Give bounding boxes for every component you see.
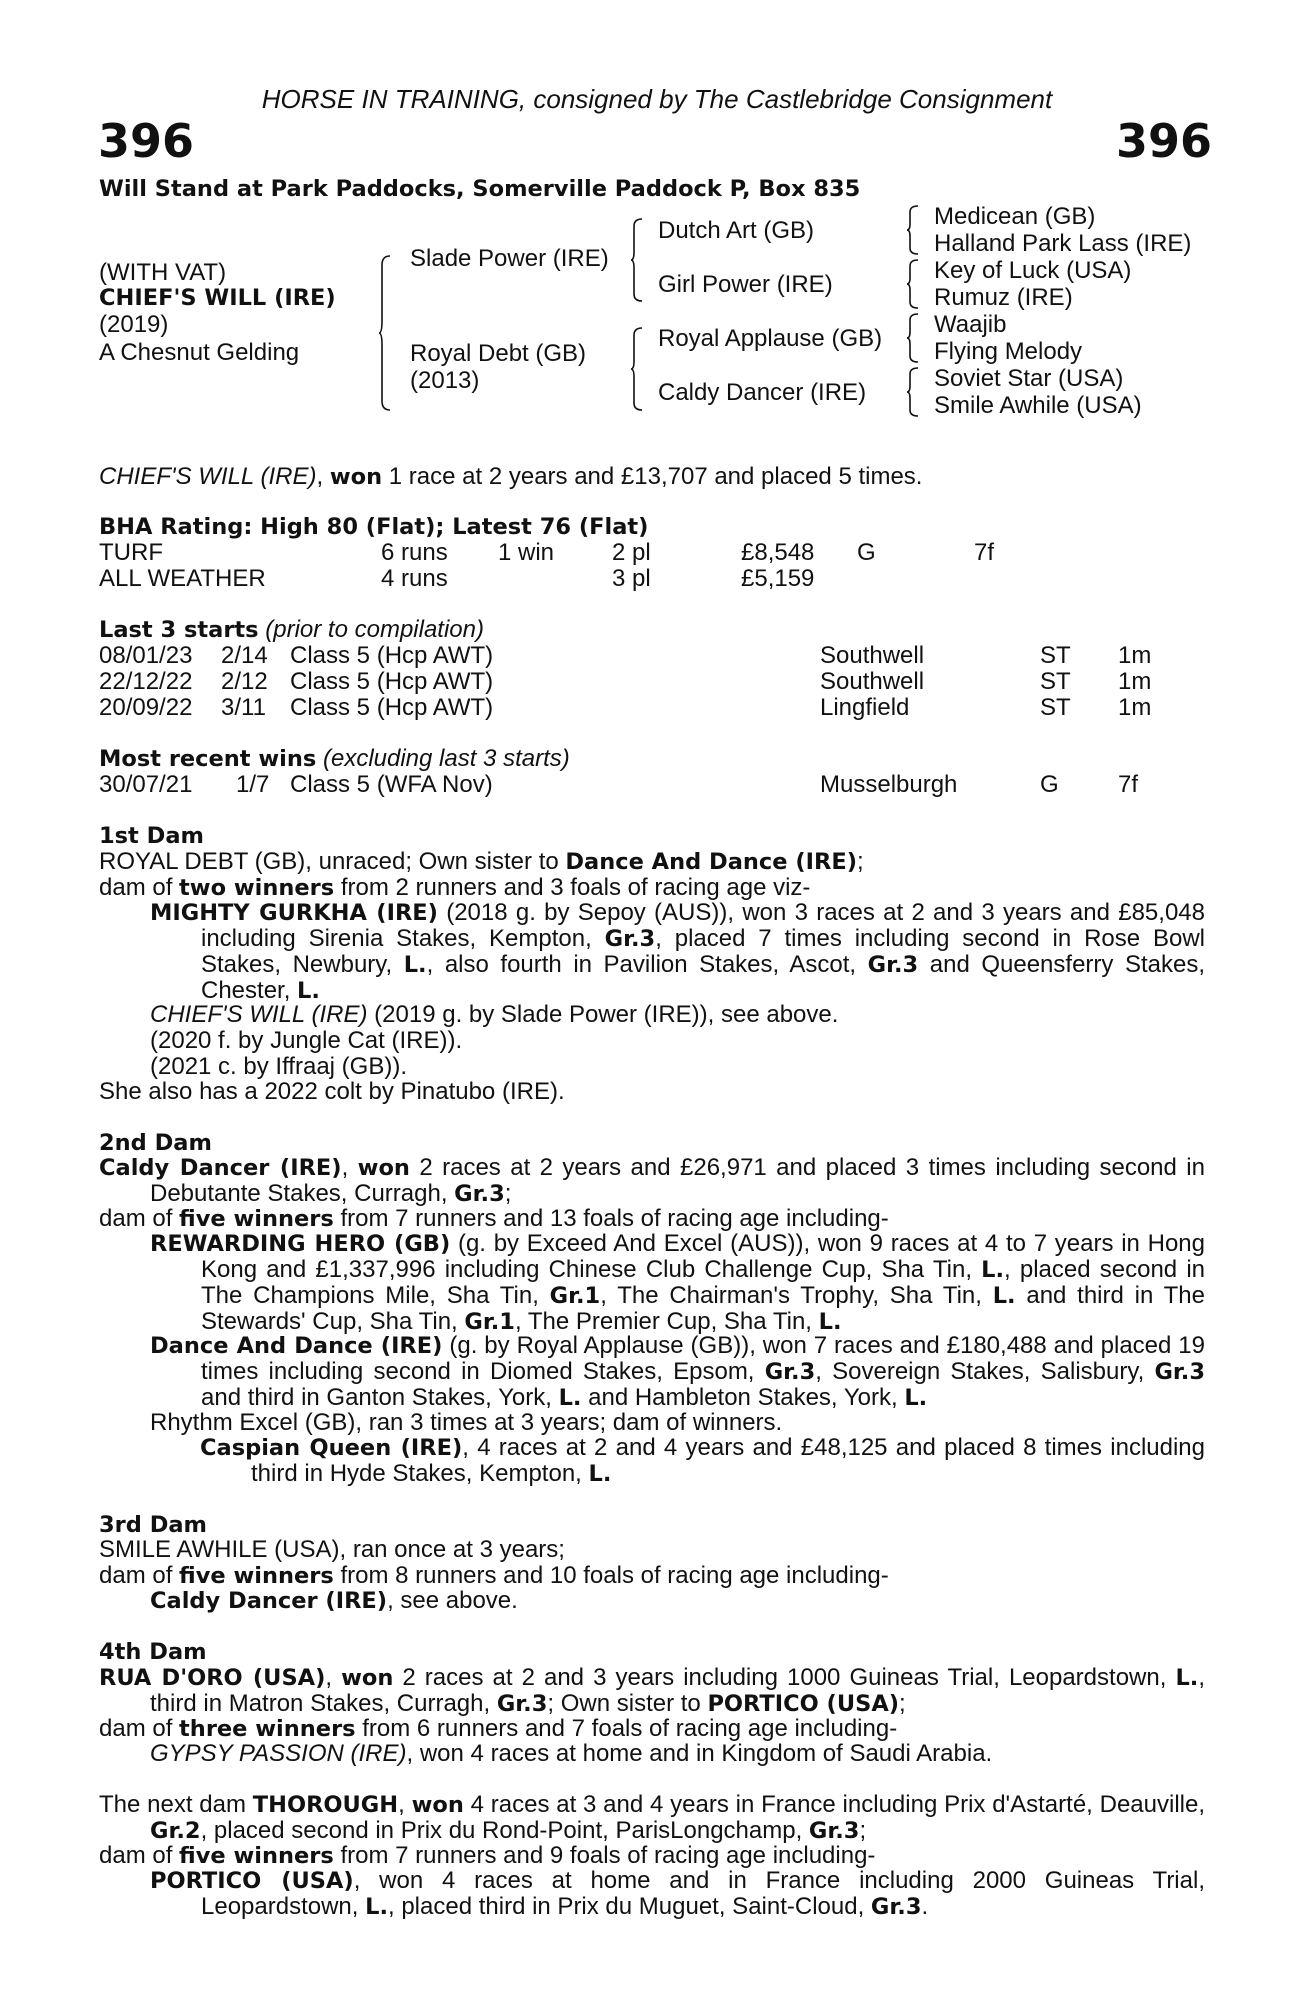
dam-entry: The next dam THOROUGH, won 4 races at 3 and 4 years in France including Prix d'Astarté, Deauville, Gr.2, placed second in Prix du Rond-Point, ParisLongchamp, Gr.3; (99, 1791, 1206, 1844)
lot-number-right: 396 (1116, 114, 1213, 168)
dam1-line: ROYAL DEBT (GB), unraced; Own sister to Dance And Dance (IRE); (99, 848, 864, 875)
start-race: Class 5 (Hcp AWT) (290, 668, 494, 695)
turf-distance: 7f (974, 539, 995, 566)
dam3-line: dam of five winners from 8 runners and 10 foals of racing age including- (99, 1562, 889, 1589)
win-date: 30/07/21 (99, 771, 193, 798)
start-race: Class 5 (Hcp AWT) (290, 642, 494, 669)
pedigree-ddd: Smile Awhile (USA) (934, 392, 1142, 419)
produce-entry: Caspian Queen (IRE), 4 races at 2 and 4 years and £48,125 and placed 8 times including third in Hyde Stakes, Kempton, L. (200, 1434, 1206, 1487)
produce-entry: Caldy Dancer (IRE), see above. (150, 1587, 518, 1614)
pedigree-brace (906, 205, 920, 255)
start-distance: 1m (1118, 642, 1152, 669)
start-course: Southwell (820, 668, 925, 695)
win-race: Class 5 (WFA Nov) (290, 771, 493, 798)
lot-number-left: 396 (98, 114, 195, 168)
win-course: Musselburgh (820, 771, 958, 798)
pedigree-dam-year: (2013) (410, 367, 480, 394)
produce-entry: REWARDING HERO (GB) (g. by Exceed And Excel (AUS)), won 9 races at 4 to 7 years in Hong Kong and £1,337,996 including Chinese Club Challenge Cup, Sha Tin, L., placed second in The Champions Mile, Sha Tin, Gr.1, The Chairman's Trophy, Sha Tin, L. and third in The Stewards' Cup, Sha Tin, Gr.1, The Premier Cup, Sha Tin, L. (150, 1230, 1206, 1335)
start-distance: 1m (1118, 668, 1152, 695)
horse-year: (2019) (99, 311, 169, 338)
produce-entry: Dance And Dance (IRE) (g. by Royal Applause (GB)), won 7 races and £180,488 and placed 19 times including second in Diomed Stakes, Epsom, Gr.3, Sovereign Stakes, Salisbury, Gr.3 and third in Ganton Stakes, York, L. and Hambleton Stakes, York, L. (150, 1332, 1206, 1411)
produce-entry: (2020 f. by Jungle Cat (IRE)). (150, 1027, 463, 1054)
start-date: 08/01/23 (99, 642, 193, 669)
start-race: Class 5 (Hcp AWT) (290, 694, 494, 721)
produce-entry: Rhythm Excel (GB), ran 3 times at 3 years; dam of winners. (150, 1409, 783, 1436)
pedigree-ssd: Halland Park Lass (IRE) (934, 230, 1192, 257)
dam3-heading: 3rd Dam (99, 1512, 207, 1538)
aw-label: ALL WEATHER (99, 565, 266, 592)
start-position: 2/12 (221, 668, 268, 695)
start-going: ST (1040, 642, 1071, 669)
pedigree-brace (906, 367, 920, 417)
stand-location: Will Stand at Park Paddocks, Somerville Paddock P, Box 835 (99, 176, 861, 202)
pedigree-dss: Waajib (934, 311, 1007, 338)
produce-entry: (2021 c. by Iffraaj (GB)). (150, 1053, 407, 1080)
start-date: 20/09/22 (99, 694, 193, 721)
dam2-heading: 2nd Dam (99, 1130, 212, 1156)
nextdam-line: dam of five winners from 7 runners and 9 foals of racing age including- (99, 1842, 876, 1869)
consignment-header: HORSE IN TRAINING, consigned by The Castlebridge Consignment (261, 84, 1053, 114)
start-going: ST (1040, 694, 1071, 721)
race-summary: CHIEF'S WILL (IRE), won 1 race at 2 years and £13,707 and placed 5 times. (99, 463, 923, 490)
dam-entry: RUA D'ORO (USA), won 2 races at 2 and 3 years including 1000 Guineas Trial, Leopardstown, L., third in Matron Stakes, Curragh, Gr.3; Own sister to PORTICO (USA); (99, 1664, 1205, 1717)
pedigree-brace (906, 259, 920, 309)
pedigree-sss: Medicean (GB) (934, 203, 1096, 230)
pedigree-dam-sire: Royal Applause (GB) (658, 325, 883, 352)
pedigree-dsd: Flying Melody (934, 338, 1083, 365)
dam4-line: dam of three winners from 6 runners and 7 foals of racing age including- (99, 1715, 898, 1742)
start-position: 3/11 (221, 694, 266, 721)
pedigree-brace (378, 255, 392, 411)
produce-entry: PORTICO (USA), won 4 races at home and in France including 2000 Guineas Trial, Leopardstown, L., placed third in Prix du Muguet, Saint-Cloud, Gr.3. (150, 1867, 1205, 1920)
pedigree-sire-sire: Dutch Art (GB) (658, 217, 815, 244)
dam1-line: dam of two winners from 2 runners and 3 foals of racing age viz- (99, 874, 811, 901)
turf-wins: 1 win (498, 539, 555, 566)
pedigree-dds: Soviet Star (USA) (934, 365, 1124, 392)
aw-placed: 3 pl (612, 565, 651, 592)
aw-prize: £5,159 (741, 565, 815, 592)
pedigree-dam: Royal Debt (GB) (410, 340, 587, 367)
dam2-line: dam of five winners from 7 runners and 13 foals of racing age including- (99, 1205, 889, 1232)
recent-wins-title: Most recent wins (excluding last 3 starts) (99, 745, 570, 772)
turf-runs: 6 runs (381, 539, 448, 566)
pedigree-dam-dam: Caldy Dancer (IRE) (658, 379, 867, 406)
last3-title: Last 3 starts (prior to compilation) (99, 616, 484, 643)
start-position: 2/14 (221, 642, 268, 669)
produce-entry: MIGHTY GURKHA (IRE) (2018 g. by Sepoy (AUS)), won 3 races at 2 and 3 years and £85,048 including Sirenia Stakes, Kempton, Gr.3, placed 7 times including second in Rose Bowl Stakes, Newbury, L., also fourth in Pavilion Stakes, Ascot, Gr.3 and Queensferry Stakes, Chester, L. (150, 899, 1205, 1004)
turf-label: TURF (99, 539, 163, 566)
pedigree-brace (630, 218, 644, 302)
produce-entry: GYPSY PASSION (IRE), won 4 races at home and in Kingdom of Saudi Arabia. (150, 1740, 993, 1767)
horse-name: CHIEF'S WILL (IRE) (99, 285, 336, 311)
win-position: 1/7 (236, 771, 270, 798)
start-distance: 1m (1118, 694, 1152, 721)
dam-entry: Caldy Dancer (IRE), won 2 races at 2 years and £26,971 and placed 3 times including second in Debutante Stakes, Curragh, Gr.3; (99, 1154, 1205, 1207)
win-distance: 7f (1118, 771, 1139, 798)
vat-note: (WITH VAT) (99, 259, 227, 286)
dam1-heading: 1st Dam (99, 823, 204, 849)
start-date: 22/12/22 (99, 668, 193, 695)
pedigree-sire-dam: Girl Power (IRE) (658, 271, 833, 298)
bha-rating-title: BHA Rating: High 80 (Flat); Latest 76 (Flat) (99, 514, 649, 540)
start-course: Southwell (820, 642, 925, 669)
start-going: ST (1040, 668, 1071, 695)
dam1-line: She also has a 2022 colt by Pinatubo (IRE). (99, 1078, 565, 1105)
horse-description: A Chesnut Gelding (99, 339, 300, 366)
aw-runs: 4 runs (381, 565, 448, 592)
turf-going: G (857, 539, 876, 566)
pedigree-sire: Slade Power (IRE) (410, 245, 609, 272)
summary-horse: CHIEF'S WILL (IRE) (99, 463, 317, 490)
pedigree-brace (630, 327, 644, 411)
produce-entry: CHIEF'S WILL (IRE) (2019 g. by Slade Power (IRE)), see above. (150, 1001, 839, 1028)
pedigree-sds: Key of Luck (USA) (934, 257, 1132, 284)
dam4-heading: 4th Dam (99, 1639, 207, 1665)
dam3-line: SMILE AWHILE (USA), ran once at 3 years; (99, 1536, 565, 1563)
pedigree-brace (906, 313, 920, 363)
win-going: G (1040, 771, 1059, 798)
start-course: Lingfield (820, 694, 910, 721)
turf-prize: £8,548 (741, 539, 815, 566)
turf-placed: 2 pl (612, 539, 651, 566)
pedigree-sdd: Rumuz (IRE) (934, 284, 1073, 311)
